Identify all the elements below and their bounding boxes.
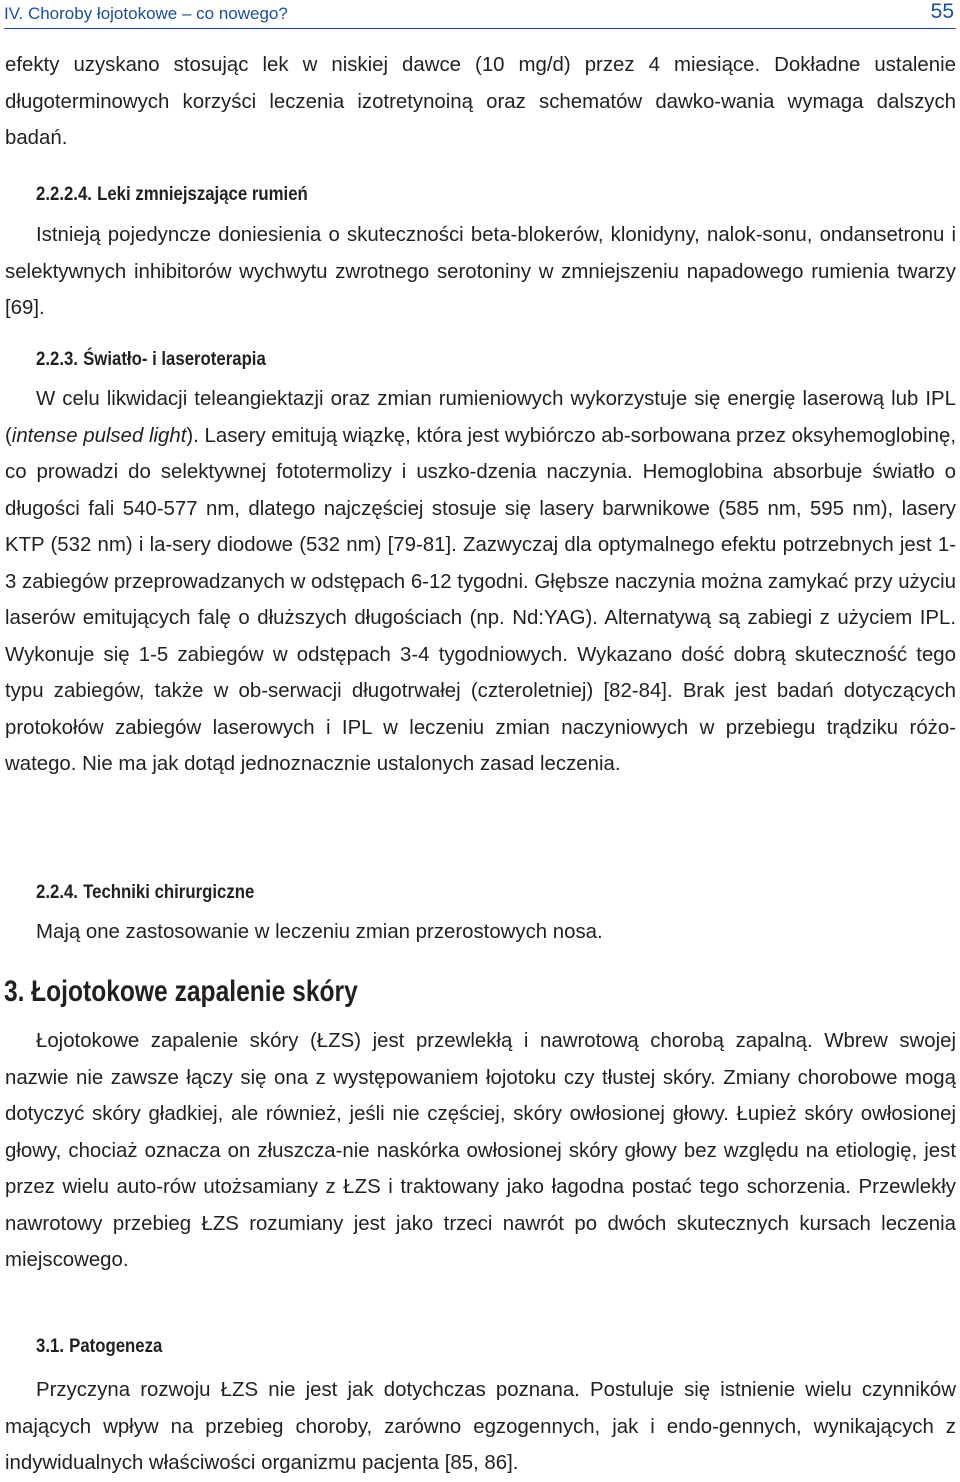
running-header-title: IV. Choroby łojotokowe – co nowego?: [4, 4, 288, 23]
heading-number: 3.1.: [36, 1335, 64, 1357]
paragraph-intro: efekty uzyskano stosując lek w niskiej dawce (10 mg/d) przez 4 miesiące. Dokładne ustalenie długoterminowych korzyści leczenia izotretynoiną oraz schematów dawko-wania wymaga dalszych badań.: [5, 54, 956, 149]
heading-title: Techniki chirurgiczne: [83, 881, 255, 903]
chapter-title: Łojotokowe zapalenie skóry: [31, 975, 358, 1008]
chapter-number: 3.: [4, 975, 25, 1008]
paragraph-laser: [5, 381, 956, 783]
paragraph-laser-part-1: W celu likwidacji teleangiektazji oraz zmian rumieniowych wykorzystuje się energię laserową lub IPL (: [5, 388, 956, 447]
heading-title: Światło- i laseroterapia: [83, 348, 266, 370]
heading-3-1-patogeneza: [36, 1332, 162, 1360]
heading-title: Leki zmniejszające rumień: [97, 183, 308, 205]
heading-2-2-3-laser: [36, 345, 266, 373]
heading-number: 2.2.3.: [36, 348, 78, 370]
heading-2-2-2-4-leki: [36, 180, 308, 208]
chapter-heading-3: [4, 972, 358, 1012]
paragraph-leki: Istnieją pojedyncze doniesienia o skuteczności beta-blokerów, klonidyny, nalok-sonu, ondansetronu i selektywnych inhibitorów wychwytu zwrotnego serotoniny w zmniejszeniu napadowego rumienia twarzy [69].: [5, 224, 956, 319]
heading-title: Patogeneza: [69, 1335, 163, 1357]
heading-2-2-4-chirurgia: [36, 878, 254, 906]
paragraph-lzs: Łojotokowe zapalenie skóry (ŁZS) jest przewlekłą i nawrotową chorobą zapalną. Wbrew swojej nazwie nie zawsze łączy się ona z występowaniem łojotoku czy tłustej skóry. Zmiany chorobowe mogą dotyczyć skóry gładkiej, ale również, jeśli nie częściej, skóry owłosionej głowy. Łupież skóry owłosionej głowy, chociaż oznacza on złuszcza-nie naskórka owłosionej skóry głowy bez względu na etiologię, jest przez wielu auto-rów utożsamiany z ŁZS i traktowany jako łagodna postać tego schorzenia. Przewlekły nawrotowy przebieg ŁZS rozumiany jest jako trzeci nawrót po dwóch skutecznych kursach leczenia miejscowego.: [5, 1030, 956, 1271]
heading-number: 2.2.2.4.: [36, 183, 92, 205]
paragraph-patogeneza: Przyczyna rozwoju ŁZS nie jest jak dotychczas poznana. Postuluje się istnienie wielu czynników mających wpływ na przebieg choroby, zarówno egzogennych, jak i endo-gennych, wynikających z indywidualnych właściwości organizmu pacjenta [85, 86].: [5, 1379, 956, 1474]
paragraph-chirurgia: Mają one zastosowanie w leczeniu zmian przerostowych nosa.: [36, 921, 603, 943]
paragraph-laser-part-2: ). Lasery emitują wiązkę, która jest wybiórczo ab-sorbowana przez oksyhemoglobinę, co prowadzi do selektywnej fototermolizy i uszko-dzenia naczynia. Hemoglobina absorbuje światło o długości fali 540-577 nm, dlatego najczęściej stosuje się lasery barwnikowe (585 nm, 595 nm), lasery KTP (532 nm) i la-sery diodowe (532 nm) [79-81]. Zazwyczaj dla optymalnego efektu potrzebnych jest 1-3 zabiegów przeprowadzanych w odstępach 6-12 tygodni. Głębsze naczynia można zamykać przy użyciu laserów emitujących falę o dłuższych długościach (np. Nd:YAG). Alternatywą są zabiegi z użyciem IPL. Wykonuje się 1-5 zabiegów w odstępach 3-4 tygodniowych. Wykazano dość dobrą skuteczność tego typu zabiegów, także w ob-serwacji długotrwałej (czteroletniej) [82-84]. Brak jest badań dotyczących protokołów zabiegów laserowych i IPL w leczeniu zmian naczyniowych w przebiegu trądziku różo-watego. Nie ma jak dotąd jednoznacznie ustalonych zasad leczenia.: [5, 424, 956, 775]
page-number: 55: [930, 0, 954, 23]
header-rule: [4, 28, 956, 29]
running-header: [4, 2, 956, 32]
paragraph-laser-italic: intense pulsed light: [11, 424, 187, 447]
heading-number: 2.2.4.: [36, 881, 78, 903]
